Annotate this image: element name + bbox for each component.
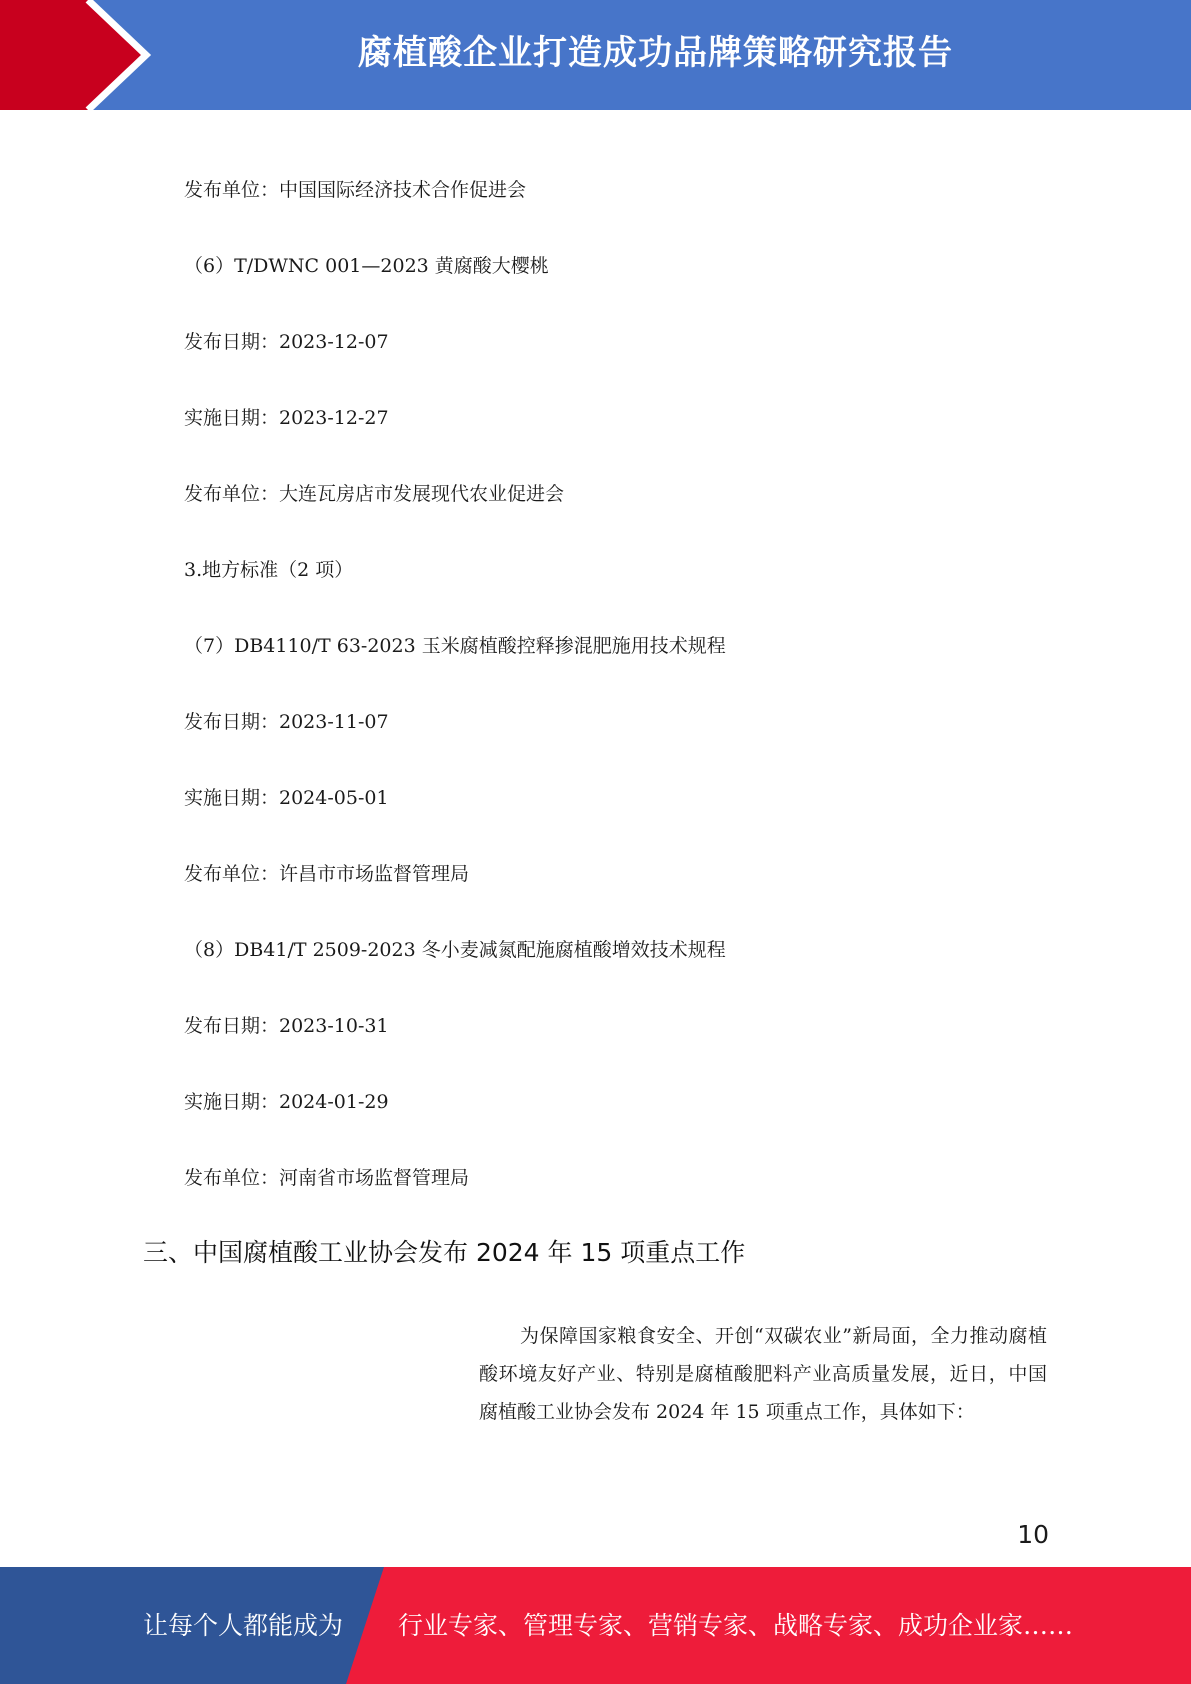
header-arrow-decoration xyxy=(0,0,160,110)
body-line: 发布单位：中国国际经济技术合作促进会 xyxy=(184,179,527,201)
footer-slogan-left: 让每个人都能成为 xyxy=(143,1611,344,1640)
page-number: 10 xyxy=(1017,1520,1049,1549)
footer-slogan-right: 行业专家、管理专家、营销专家、战略专家、成功企业家…… xyxy=(398,1611,1074,1640)
report-title: 腐植酸企业打造成功品牌策略研究报告 xyxy=(358,33,953,73)
body-line: 发布日期：2023-11-07 xyxy=(184,711,389,733)
section-paragraph: 为保障国家粮食安全、开创“双碳农业”新局面，全力推动腐植酸环境友好产业、特别是腐植酸肥料产业高质量发展，近日，中国腐植酸工业协会发布 2024 年 15 项重点工作，具体如下： xyxy=(479,1325,1047,1423)
footer-band xyxy=(0,1567,1191,1684)
body-line: 实施日期：2024-05-01 xyxy=(184,787,389,809)
section-heading: 三、中国腐植酸工业协会发布 2024 年 15 项重点工作 xyxy=(143,1238,746,1267)
body-line: 发布日期：2023-12-07 xyxy=(184,331,389,353)
header-band xyxy=(0,0,1191,110)
body-line: 发布单位：许昌市市场监督管理局 xyxy=(184,863,470,885)
body-line: 发布单位：大连瓦房店市发展现代农业促进会 xyxy=(184,483,565,505)
body-line: （6）T/DWNC 001—2023 黄腐酸大樱桃 xyxy=(184,255,549,277)
body-line: 发布单位：河南省市场监督管理局 xyxy=(184,1167,470,1189)
body-line: （8）DB41/T 2509-2023 冬小麦减氮配施腐植酸增效技术规程 xyxy=(184,939,726,961)
body-line: 发布日期：2023-10-31 xyxy=(184,1015,389,1037)
body-line: （7）DB4110/T 63-2023 玉米腐植酸控释掺混肥施用技术规程 xyxy=(184,635,726,657)
body-line: 实施日期：2023-12-27 xyxy=(184,407,389,429)
body-line: 3.地方标准（2 项） xyxy=(184,559,354,581)
body-line: 实施日期：2024-01-29 xyxy=(184,1091,389,1113)
